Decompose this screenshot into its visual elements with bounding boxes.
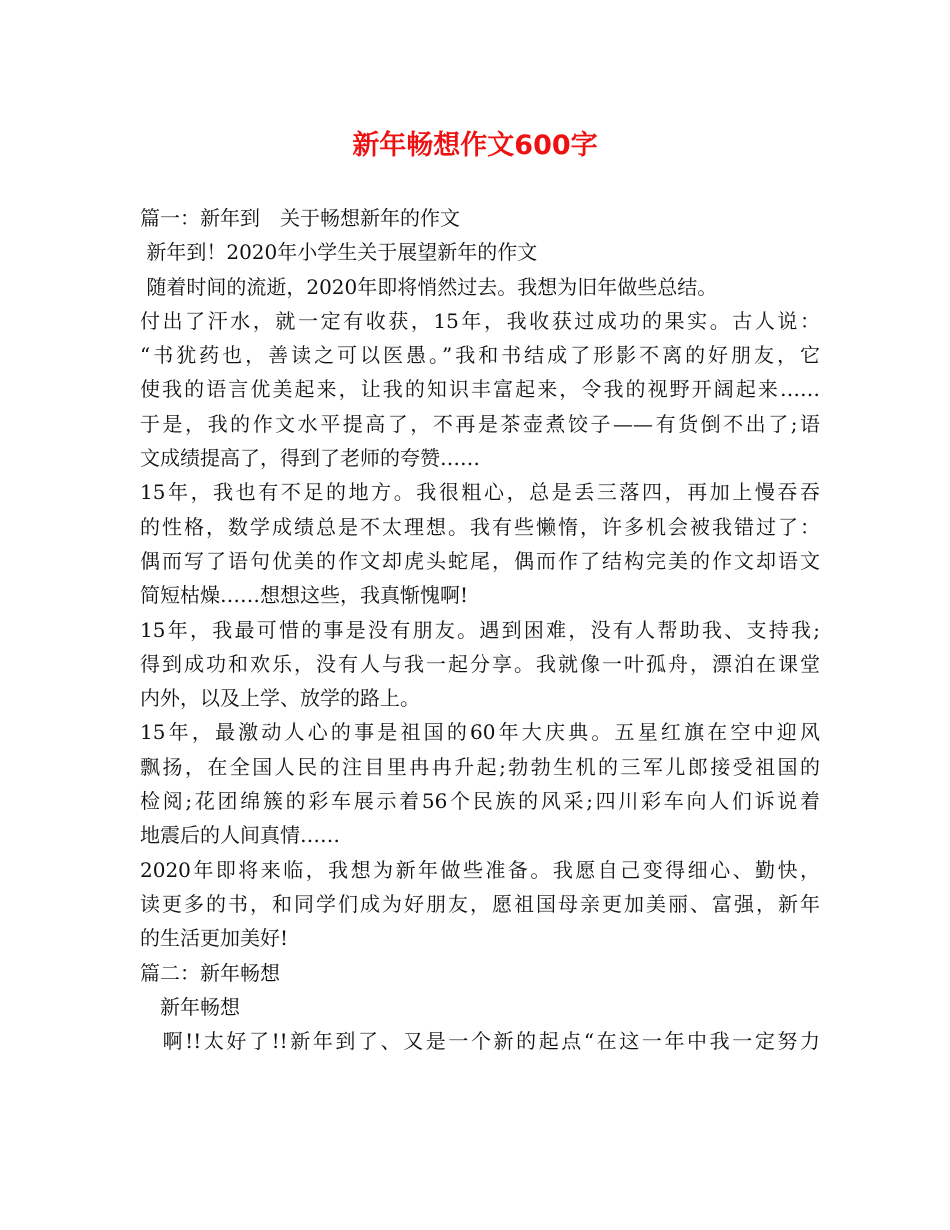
body-line: 内外，以及上学、放学的路上。 <box>140 686 420 711</box>
body-line: 简短枯燥……想想这些，我真惭愧啊! <box>140 583 469 608</box>
body-line: 使我的语言优美起来，让我的知识丰富起来，令我的视野开阔起来…… <box>140 377 820 402</box>
body-line: 新年畅想 <box>140 994 240 1019</box>
body-line: 检阅;花团绵簇的彩车展示着56个民族的风采;四川彩车向人们诉说着 <box>140 789 820 814</box>
body-line: 于是，我的作文水平提高了，不再是茶壶煮饺子——有货倒不出了;语 <box>140 411 820 436</box>
body-line: 飘扬，在全国人民的注目里冉冉升起;勃勃生机的三军儿郎接受祖国的 <box>140 754 820 779</box>
body-line: 新年到！2020年小学生关于展望新年的作文 <box>140 240 538 265</box>
body-line: 2020年即将来临，我想为新年做些准备。我愿自己变得细心、勤快， <box>140 857 820 882</box>
body-line: 得到成功和欢乐，没有人与我一起分享。我就像一叶孤舟，漂泊在课堂 <box>140 651 820 676</box>
body-line: 篇一：新年到 关于畅想新年的作文 <box>140 206 460 230</box>
body-line: 随着时间的流逝，2020年即将悄然过去。我想为旧年做些总结。 <box>140 274 718 299</box>
body-line: 15年，我最可惜的事是没有朋友。遇到困难，没有人帮助我、支持我; <box>140 617 820 642</box>
body-line: “书犹药也，善读之可以医愚。”我和书结成了形影不离的好朋友，它 <box>140 343 820 368</box>
body-line: 地震后的人间真情…… <box>140 823 340 848</box>
body-line: 付出了汗水，就一定有收获，15年，我收获过成功的果实。古人说： <box>140 308 820 333</box>
body-line: 读更多的书，和同学们成为好朋友，愿祖国母亲更加美丽、富强，新年 <box>140 891 820 916</box>
body-line: 篇二：新年畅想 <box>140 960 280 985</box>
body-line: 的性格，数学成绩总是不太理想。我有些懒惰，许多机会被我错过了： <box>140 514 820 539</box>
body-line: 文成绩提高了，得到了老师的夸赞…… <box>140 446 480 471</box>
document-title: 新年畅想作文600字 <box>352 130 598 161</box>
body-line: 的生活更加美好! <box>140 926 289 951</box>
body-line: 15年，最激动人心的事是祖国的60年大庆典。五星红旗在空中迎风 <box>140 720 820 745</box>
body-line: 偶而写了语句优美的作文却虎头蛇尾，偶而作了结构完美的作文却语文 <box>140 548 820 573</box>
document-body <box>140 201 820 1058</box>
body-line: 啊!!太好了!!新年到了、又是一个新的起点“在这一年中我一定努力 <box>140 1029 820 1054</box>
body-line: 15年，我也有不足的地方。我很粗心，总是丢三落四，再加上慢吞吞 <box>140 480 820 505</box>
